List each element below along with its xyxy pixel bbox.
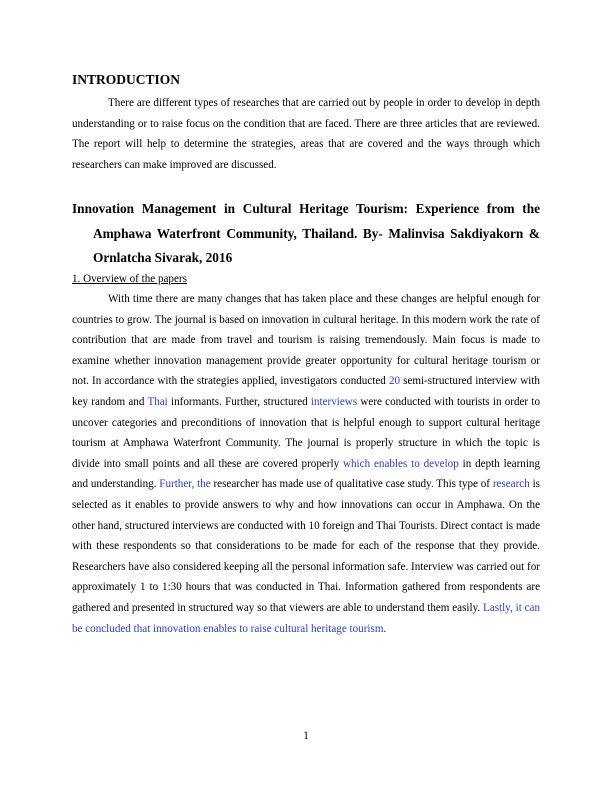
highlighted-text: which enables to develop: [343, 457, 459, 470]
highlighted-text: interviews: [310, 395, 358, 408]
overview-paragraph: [72, 289, 540, 639]
highlighted-text: Further, the: [159, 478, 211, 491]
body-text: .: [383, 622, 387, 635]
highlighted-text: research: [492, 478, 530, 491]
body-text: researcher has made use of qualitative case study. This type of: [210, 478, 493, 491]
highlighted-text: 20: [388, 375, 401, 388]
article-title: Innovation Management in Cultural Heritage Tourism: Experience from the Amphawa Waterfront Community, Thailand. By- Malinvisa Sakdiyakorn & Ornlatcha Sivarak, 2016: [72, 201, 540, 266]
body-text: in depth learning and understanding.: [72, 457, 540, 491]
body-text: is selected as it enables to provide answers to why and how innovations can occur in Amphawa. On the other hand, structured interviews are conducted with 10 foreign and Thai Tourists. Direct contact is made with these respondents so that considerations to be made for each of the response that they provide. Researchers have also considered keeping all the personal information safe. Interview was carried out for approximately 1 to 1:30 hours that was conducted in Thai. Information gathered from respondents are gathered and presented in structured way so that viewers are able to understand them easily.: [72, 478, 540, 614]
body-text: semi-structured interview with key random and: [72, 375, 540, 408]
body-text: With time there are many changes that has taken place and these changes are helpful enough for countries to grow. The journal is based on innovation in cultural heritage. In this modern work the rate of contribution that are made from travel and tourism is raising tremendously. Main focus is made to examine whether innovation management provide greater opportunity for cultural heritage tourism or not. In accordance with the strategies applied, investigators conducted: [72, 293, 540, 388]
body-text: were conducted with tourists in order to uncover categories and preconditions of innovation that is helpful enough to support cultural heritage tourism at Amphawa Waterfront Community. The journal is properly structure in which the topic is divide into small points and all these are covered properly: [72, 395, 540, 470]
highlighted-text: Lastly, it can be concluded that innovation enables to raise cultural heritage tourism: [72, 601, 540, 635]
body-text: informants. Further, structured: [167, 395, 311, 408]
introduction-heading: INTRODUCTION: [72, 72, 181, 87]
page-number: 1: [303, 730, 309, 742]
highlighted-text: Thai: [147, 395, 168, 408]
introduction-paragraph: There are different types of researches that are carried out by people in order to develop in depth understanding or to raise focus on the condition that are faced. There are three articles that are reviewed. The report will help to determine the strategies, areas that are covered and the ways through which researchers can make improved are discussed.: [72, 97, 540, 171]
section-heading: 1. Overview of the papers: [72, 273, 187, 285]
